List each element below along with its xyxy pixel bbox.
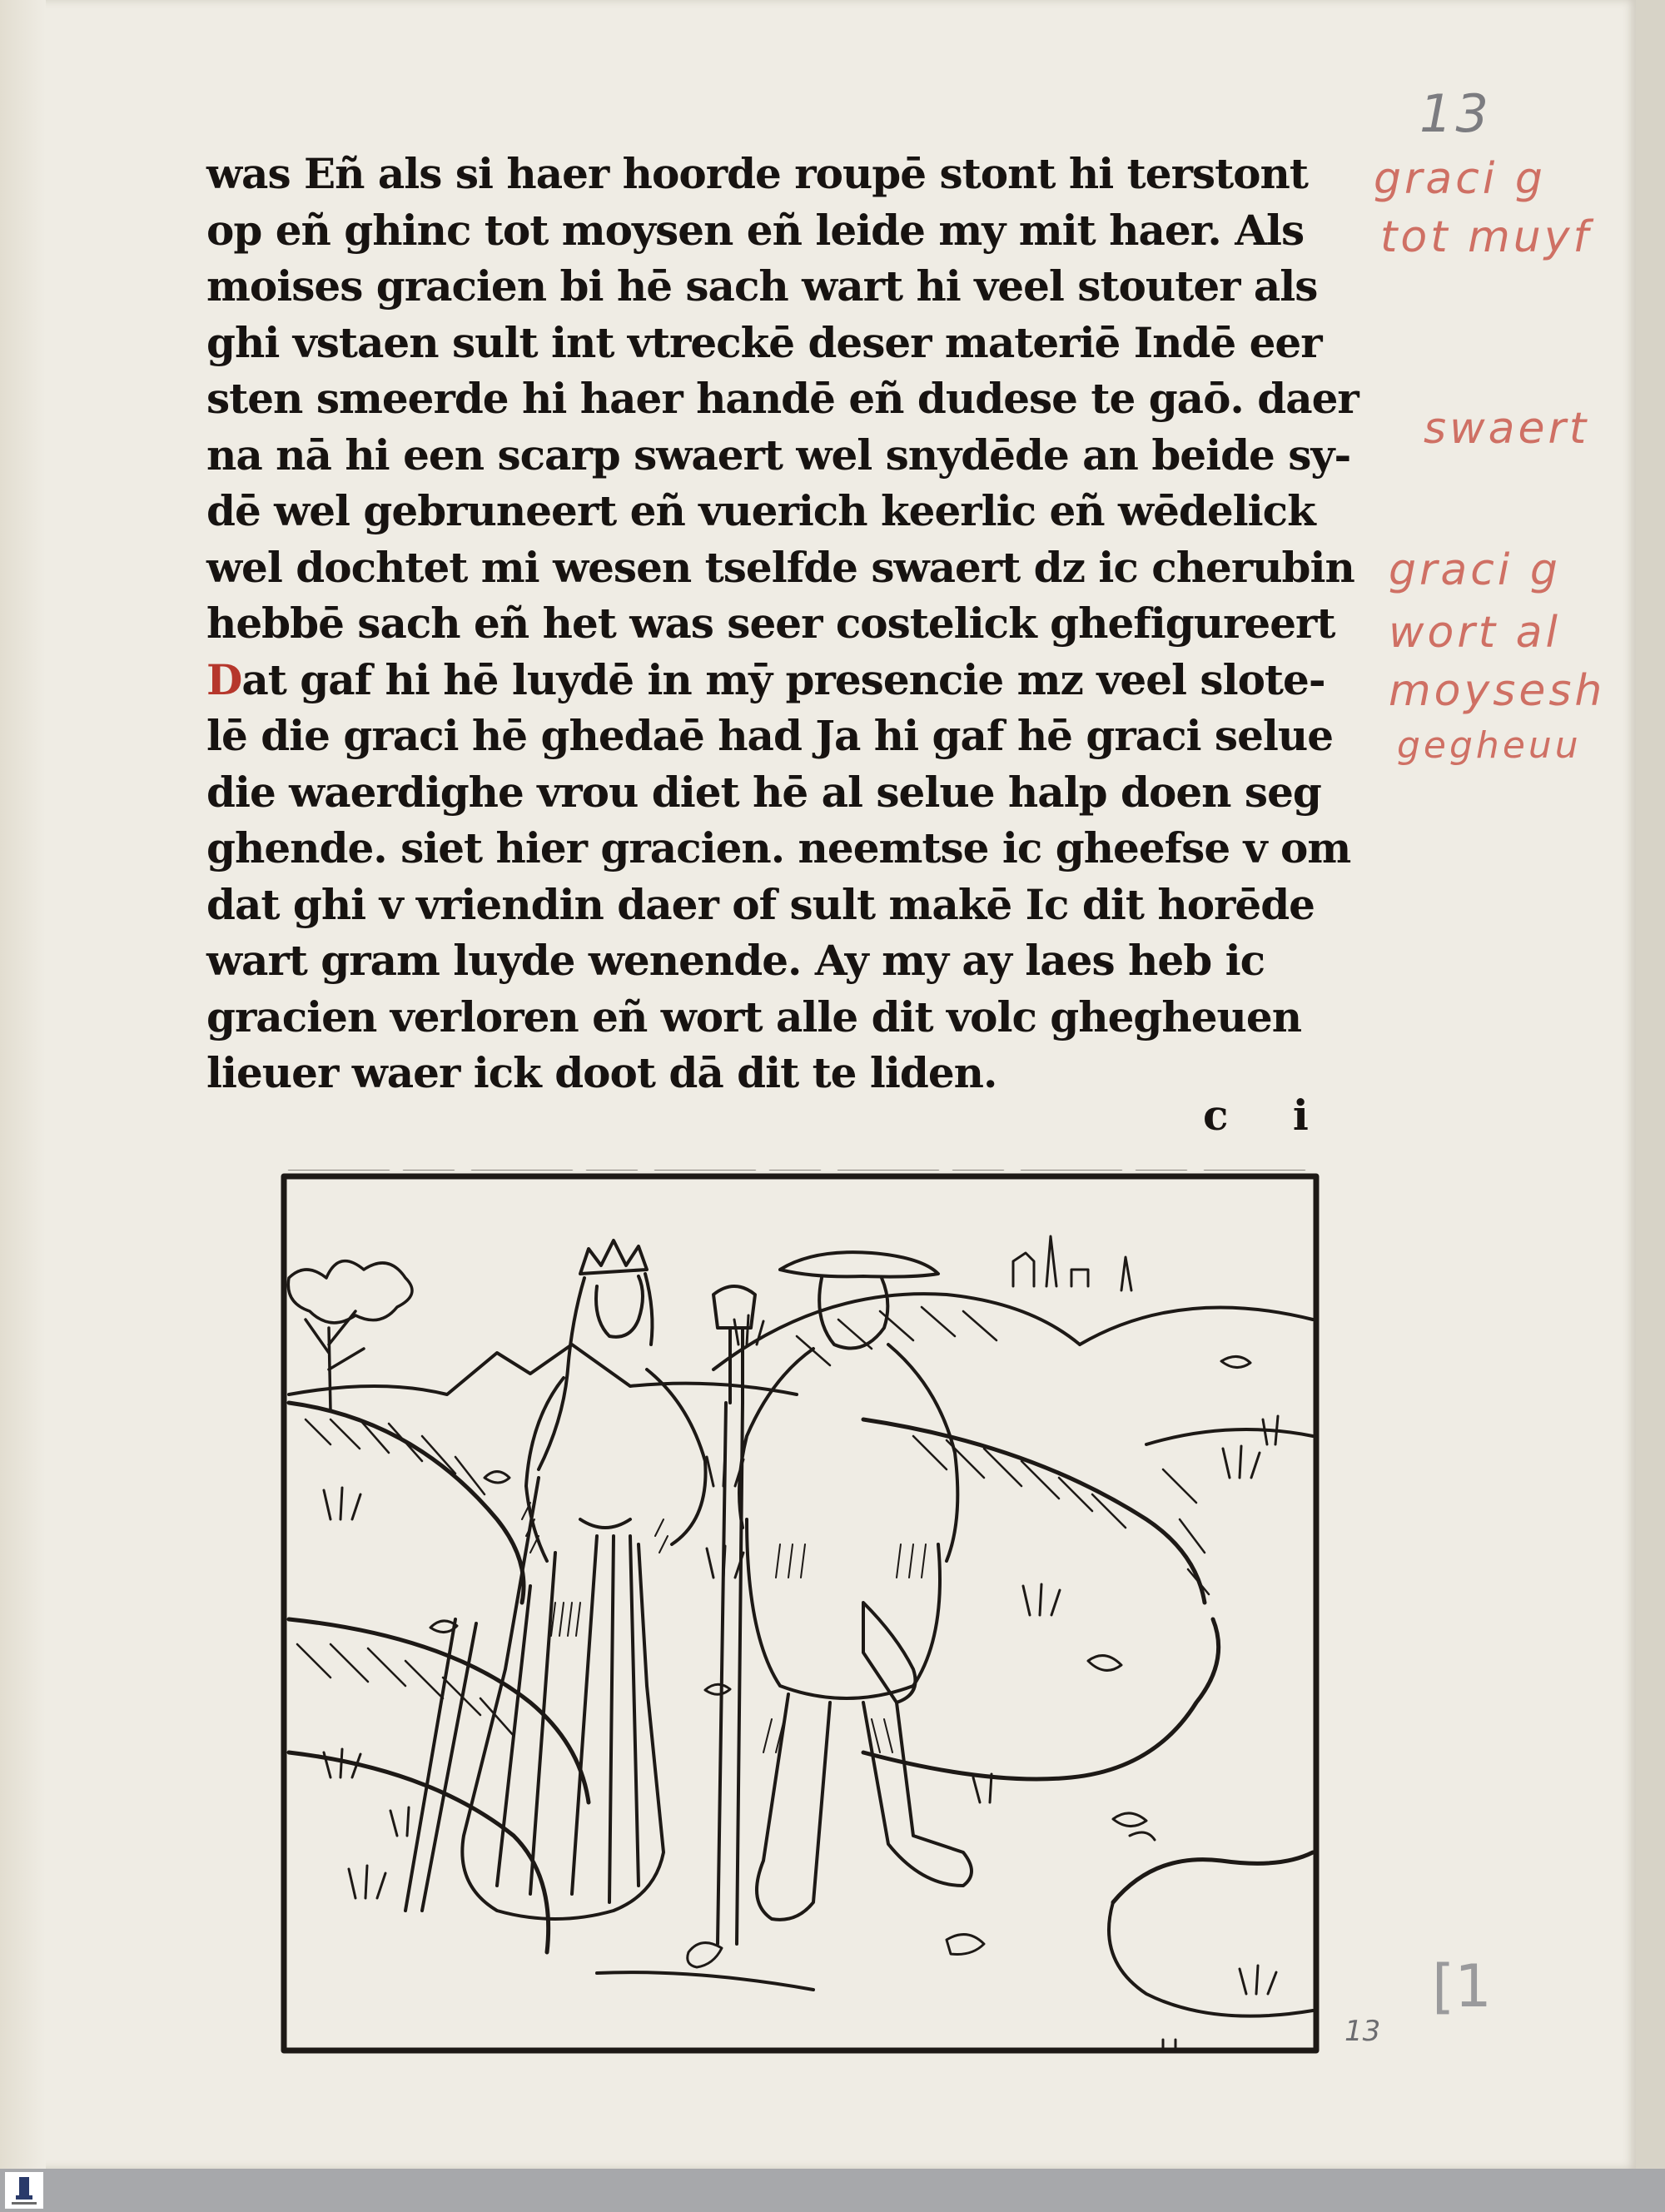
signature-mark: c i [1203, 1091, 1334, 1140]
text-line: moises gracien bi hē sach wart hi veel stouter als [206, 261, 1318, 311]
margin-note: swaert [1424, 404, 1590, 454]
hill-outline [713, 1294, 1080, 1369]
margin-note: gegheuu [1397, 724, 1582, 767]
text-line: gracien verloren eñ wort alle dit volc ghegheuen [206, 992, 1302, 1041]
grass-tufts [324, 1315, 1278, 1994]
text-line: lē die graci hē ghedaē had Ja hi gaf hē graci selue [206, 711, 1334, 760]
hat [780, 1252, 938, 1276]
text-line: sten smeerde hi haer handē eñ dudese te gaō. daer [206, 374, 1359, 423]
margin-note: graci g [1389, 545, 1561, 595]
hill-outline [289, 1403, 524, 1603]
hill-hatching [297, 1307, 1209, 1736]
text-line: op eñ ghinc tot moysen eñ leide my mit haer. Als [206, 205, 1305, 255]
pencil-bracket-mark: [1 [1432, 1952, 1492, 2021]
text-line: wart gram luyde wenende. Ay my ay laes heb ic [206, 936, 1265, 985]
folio-number: 13 [1419, 83, 1492, 144]
page-gutter [0, 0, 46, 2169]
woodcut-illustration [281, 1170, 1321, 2056]
figure-queen [405, 1240, 706, 1919]
hill-outline [1146, 1429, 1313, 1444]
crown [580, 1240, 647, 1274]
woodcut-frame [284, 1176, 1316, 2050]
text-line: dat ghi v vriendin daer of sult makē Ic dit horēde [206, 879, 1315, 929]
hill-outline [863, 1419, 1205, 1603]
road-outline [1113, 1852, 1313, 1902]
ground-line [597, 1972, 813, 1990]
text-line: die waerdighe vrou diet hē al selue halp doen seg [206, 767, 1321, 817]
margin-note: tot muyf [1380, 212, 1592, 262]
tree [288, 1261, 412, 1411]
stones [430, 1356, 1250, 1967]
road-outline [863, 1619, 1219, 1779]
library-logo-icon [5, 2172, 43, 2209]
text-line: na nā hi een scarp swaert wel snydēde an beide sy- [206, 430, 1351, 480]
text-line: wel dochtet mi wesen tselfde swaert dz ic cherubin [206, 542, 1354, 592]
margin-note: graci g [1374, 154, 1546, 204]
text-line-rest: at gaf hi hē luydē in mȳ presencie mz veel slote- [241, 654, 1325, 704]
distant-town [1013, 1236, 1131, 1290]
text-line: was Eñ als si haer hoorde roupē stont hi terstont [206, 149, 1308, 198]
margin-note: wort al [1389, 608, 1561, 658]
text-line: hebbē sach eñ het was seer costelick ghefigureert [206, 599, 1335, 648]
hill-outline [1080, 1307, 1313, 1345]
text-line-rubricated [206, 652, 1364, 708]
printed-text-block [206, 146, 1364, 1101]
text-line: lieuer waer ick doot dā dit te liden. [206, 1048, 997, 1097]
text-line: ghende. siet hier gracien. neemtse ic gheefse v om [206, 823, 1351, 872]
figure-pilgrim [713, 1252, 972, 1944]
hill-outline [289, 1345, 797, 1394]
page-number-pencil: 13 [1344, 2015, 1381, 2048]
road-outline [1109, 1902, 1313, 2016]
viewer-footer-bar [0, 2169, 1665, 2212]
text-line: dē wel gebruneert eñ vuerich keerlic eñ wēdelick [206, 486, 1315, 535]
rubricated-initial: D [206, 654, 242, 704]
margin-note: moysesh [1389, 666, 1606, 716]
text-line: ghi vstaen sult int vtreckē deser materiē Indē eer [206, 317, 1322, 367]
